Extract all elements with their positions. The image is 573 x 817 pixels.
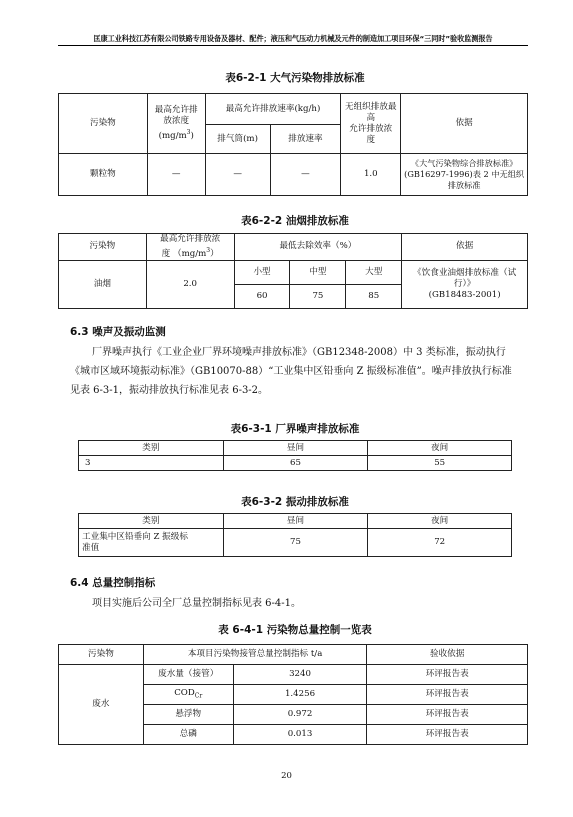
eff-large: 85	[346, 284, 402, 308]
header-max-rate: 最高允许排放速率(kg/h)	[205, 94, 341, 125]
table-row: $COD_{Cr}$ 1.4256 环评报告表	[59, 685, 528, 705]
table-6-3-2-caption: 表6-3-2 振动排放标准	[241, 496, 349, 508]
page-number: 20	[281, 771, 292, 781]
table-6-2-1	[58, 93, 528, 196]
header-basis: 依据	[402, 234, 528, 261]
table-6-3-1	[78, 440, 512, 471]
table-6-2-2	[58, 233, 528, 309]
table-6-4-1-caption: 表 6-4-1 污染物总量控制一览表	[218, 624, 372, 636]
header-max-conc: 最高允许排放浓 度 $(mg/m^3)$	[146, 234, 234, 261]
table-row: 工业集中区铅垂向 Z 振级标 准值 75 72	[79, 529, 512, 557]
table-6-2-2-caption: 表6-2-2 油烟排放标准	[241, 215, 349, 227]
eff-medium: 75	[290, 284, 346, 308]
header-pollutant: 污染物	[59, 234, 147, 261]
header-stack: 排气筒(m)	[205, 125, 270, 154]
group-wastewater: 废水	[59, 665, 144, 745]
page-header: 匡康工业科技江苏有限公司铁路专用设备及器材、配件；液压和气压动力机械及元件的制造加工项目环保“三同时”验收监测报告	[93, 34, 493, 43]
header-max-conc: 最高允许排 放浓度 $(mg/m^3)$	[147, 94, 205, 154]
section-6-3-title: 6.3 噪声及振动监测	[70, 326, 166, 338]
header-category: 类别	[79, 441, 224, 456]
size-small: 小型	[234, 260, 290, 284]
table-row: 3 65 55	[79, 456, 512, 471]
header-basis: 验收依据	[367, 645, 528, 665]
table-6-2-1-caption: 表6-2-1 大气污染物排放标准	[225, 72, 365, 84]
section-6-3-paragraph: 厂界噪声执行《工业企业厂界环境噪声排放标准》（GB12348-2008）中 3 类标准，振动执行《城市区域环境振动标准》（GB10070-88）“工业集中区铅垂向 Z 振级标准值”。噪声排放执行标准见表 6-3-1，振动排放执行标准见表 6-3-2。	[70, 347, 512, 396]
table-row: 废水 废水量（接管） 3240 环评报告表	[59, 665, 528, 685]
table-row: 悬浮物 0.972 环评报告表	[59, 705, 528, 725]
table-6-3-1-caption: 表6-3-1 厂界噪声排放标准	[230, 423, 360, 435]
size-medium: 中型	[290, 260, 346, 284]
eff-small: 60	[234, 284, 290, 308]
table-6-4-1	[58, 644, 528, 745]
header-min-efficiency: 最低去除效率（%）	[234, 234, 402, 261]
header-basis: 依据	[401, 94, 528, 154]
header-control-index: 本项目污染物接管总量控制指标 t/a	[143, 645, 367, 665]
table-6-3-2	[78, 513, 512, 557]
header-pollutant: 污染物	[59, 645, 144, 665]
header-day: 昼间	[223, 441, 368, 456]
header-pollutant: 污染物	[59, 94, 148, 154]
header-rule	[58, 45, 528, 46]
cell-conc: 2.0	[146, 260, 234, 308]
cell-pollutant: 油烟	[59, 260, 147, 308]
table-row: 颗粒物 — — — 1.0 《大气污染物综合排放标准》(GB16297-1996)表 2 中无组织排放标准	[59, 154, 528, 196]
cell-basis: 《饮食业油烟排放标准（试行）》 (GB18483-2001)	[402, 260, 528, 308]
section-6-4-paragraph: 项目实施后公司全厂总量控制指标见表 6-4-1。	[92, 598, 302, 609]
section-6-4-title: 6.4 总量控制指标	[70, 577, 156, 589]
table-row: 总磷 0.013 环评报告表	[59, 725, 528, 745]
header-speed: 排放速率	[270, 125, 341, 154]
header-day: 昼间	[223, 514, 368, 529]
header-category: 类别	[79, 514, 224, 529]
header-night: 夜间	[368, 514, 512, 529]
size-large: 大型	[346, 260, 402, 284]
header-unorganized: 无组织排放最高 允许排放浓 度	[341, 94, 401, 154]
header-night: 夜间	[368, 441, 512, 456]
